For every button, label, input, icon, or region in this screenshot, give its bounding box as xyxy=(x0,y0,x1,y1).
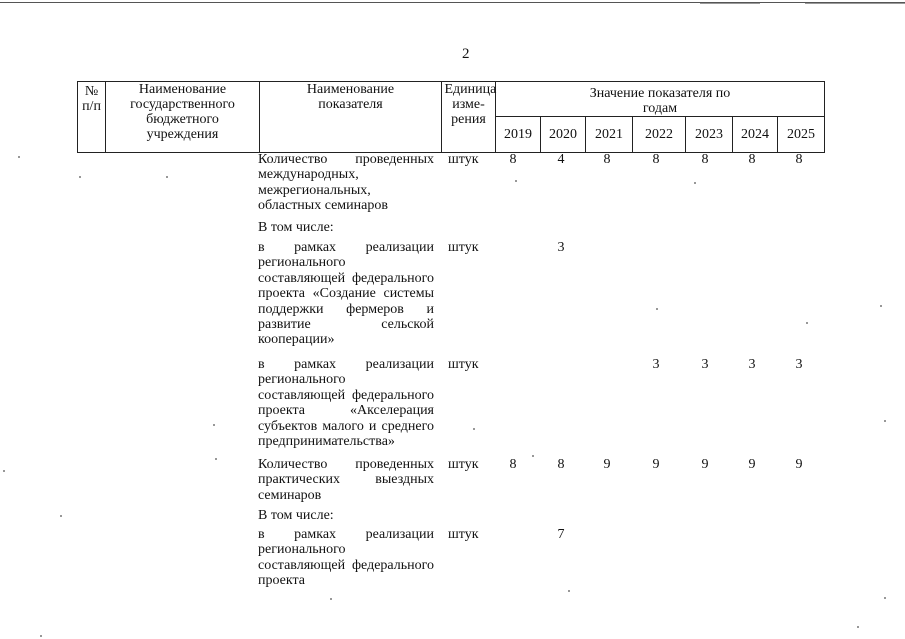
header-col-unit: Единица изме-рения xyxy=(442,82,496,153)
scan-speck xyxy=(884,597,886,599)
scan-speck xyxy=(330,598,332,600)
scan-speck xyxy=(857,626,859,628)
scan-speck xyxy=(3,470,5,472)
table-header xyxy=(77,81,825,153)
scan-speck xyxy=(515,180,517,182)
value-cell: 8 xyxy=(509,152,517,167)
top-border-line xyxy=(0,2,905,3)
scan-speck xyxy=(694,182,696,184)
header-year-4: 2023 xyxy=(686,117,733,153)
value-cell: 3 xyxy=(701,357,709,372)
scan-speck xyxy=(166,176,168,178)
indicator-unit: штук xyxy=(448,240,479,255)
indicator-unit: штук xyxy=(448,152,479,167)
value-cell: 8 xyxy=(701,152,709,167)
scan-speck xyxy=(40,635,42,637)
value-cell: 8 xyxy=(748,152,756,167)
scan-speck xyxy=(880,305,882,307)
page-number: 2 xyxy=(462,46,470,62)
value-cell: 9 xyxy=(701,457,709,472)
indicator-name: В том числе: xyxy=(258,508,334,523)
value-cell: 3 xyxy=(652,357,660,372)
scan-speck xyxy=(473,428,475,430)
indicator-name: в рамках реализации регионального составляющей федерального проекта «Акселерация субъектов малого и среднего предпринимательства» xyxy=(258,357,434,450)
header-col-indicator: Наименование показателя xyxy=(260,82,442,153)
value-cell: 3 xyxy=(557,240,565,255)
value-cell: 9 xyxy=(748,457,756,472)
scan-speck xyxy=(18,156,20,158)
indicator-name: Количество проведенных практических выездных семинаров xyxy=(258,457,434,503)
header-year-0: 2019 xyxy=(496,117,541,153)
indicator-unit: штук xyxy=(448,457,479,472)
indicator-name: Количество проведенных международных, межрегиональных, областных семинаров xyxy=(258,152,434,214)
header-col-number: № п/п xyxy=(78,82,106,153)
value-cell: 8 xyxy=(603,152,611,167)
value-cell: 9 xyxy=(795,457,803,472)
header-year-6: 2025 xyxy=(778,117,825,153)
header-year-2: 2021 xyxy=(586,117,633,153)
scan-speck xyxy=(213,424,215,426)
header-year-5: 2024 xyxy=(733,117,778,153)
value-cell: 8 xyxy=(557,457,565,472)
value-cell: 8 xyxy=(509,457,517,472)
value-cell: 8 xyxy=(795,152,803,167)
scan-speck xyxy=(884,420,886,422)
scan-speck xyxy=(806,322,808,324)
indicator-name: В том числе: xyxy=(258,220,334,235)
header-year-1: 2020 xyxy=(541,117,586,153)
scan-speck xyxy=(215,458,217,460)
scan-speck xyxy=(79,176,81,178)
value-cell: 7 xyxy=(557,527,565,542)
top-mark-line xyxy=(805,3,905,4)
indicator-unit: штук xyxy=(448,527,479,542)
value-cell: 9 xyxy=(603,457,611,472)
value-cell: 3 xyxy=(795,357,803,372)
scan-speck xyxy=(532,455,534,457)
header-col-values: Значение показателя по годам xyxy=(496,82,825,117)
scan-speck xyxy=(656,308,658,310)
top-mark-line xyxy=(700,3,760,4)
scan-speck xyxy=(60,515,62,517)
indicator-name: в рамках реализации регионального составляющей федерального проекта «Создание системы поддержки фермеров и развитие сельской кооперации» xyxy=(258,240,434,348)
header-col-institution: Наименование государственного бюджетного учреждения xyxy=(106,82,260,153)
value-cell: 4 xyxy=(557,152,565,167)
value-cell: 3 xyxy=(748,357,756,372)
value-cell: 9 xyxy=(652,457,660,472)
indicator-name: в рамках реализации регионального составляющей федерального проекта xyxy=(258,527,434,589)
value-cell: 8 xyxy=(652,152,660,167)
header-year-3: 2022 xyxy=(633,117,686,153)
indicator-unit: штук xyxy=(448,357,479,372)
scan-speck xyxy=(568,590,570,592)
